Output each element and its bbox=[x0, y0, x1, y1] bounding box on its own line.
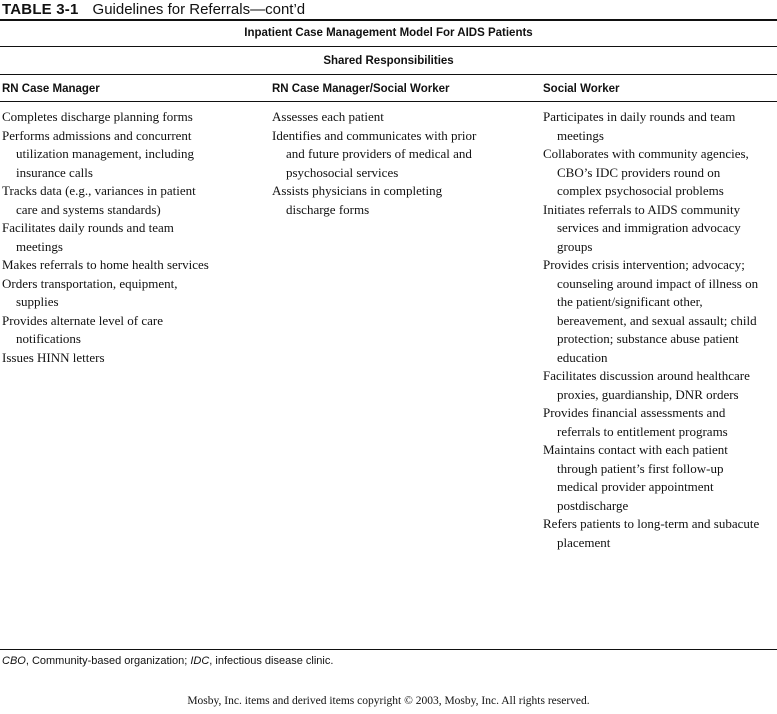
column-header-rule bbox=[0, 101, 777, 102]
list-item: Initiates referrals to AIDS community services and immigration advocacy groups bbox=[543, 201, 741, 254]
list-item: Makes referrals to home health services bbox=[2, 257, 209, 272]
list-item: Collaborates with community agencies, CBO’s IDC providers round on complex psychosocial problems bbox=[543, 146, 749, 198]
column-header-rn-case-manager: RN Case Manager bbox=[2, 83, 100, 95]
list-item: Completes discharge planning forms bbox=[2, 109, 193, 124]
column-header-rn-case-manager-social-worker: RN Case Manager/Social Worker bbox=[272, 83, 450, 95]
list-item: Facilitates daily rounds and team meetings bbox=[2, 220, 174, 254]
list-item: Provides crisis intervention; advocacy; counseling around impact of illness on the patient/significant other, bereavement, and sexual assault; child protection; substance abuse patient education bbox=[543, 257, 759, 365]
heading-rule bbox=[0, 46, 777, 47]
footnote-abbr-cbo: CBO bbox=[2, 655, 26, 667]
table-caption: Guidelines for Referrals—cont’d bbox=[92, 1, 306, 18]
list-item: Assesses each patient bbox=[272, 109, 384, 124]
footnote-def-cbo: , Community-based organization; bbox=[25, 655, 191, 667]
list-item: Participates in daily rounds and team meetings bbox=[543, 109, 736, 143]
bottom-rule bbox=[0, 649, 777, 650]
list-item: Provides financial assessments and referrals to entitlement programs bbox=[543, 405, 728, 439]
table-label: TABLE 3-1 bbox=[2, 1, 79, 18]
footnote-abbr-idc: IDC bbox=[190, 655, 210, 667]
column-header-social-worker: Social Worker bbox=[543, 83, 620, 95]
column-social-worker bbox=[543, 108, 761, 552]
shared-responsibilities-heading: Shared Responsibilities bbox=[323, 55, 454, 67]
list-item: Refers patients to long-term and subacute placement bbox=[543, 516, 760, 550]
list-item: Provides alternate level of care notifications bbox=[2, 312, 163, 346]
top-rule bbox=[0, 19, 777, 21]
column-rn-case-manager bbox=[2, 108, 214, 367]
column-rn-case-manager-social-worker bbox=[272, 108, 486, 219]
table-title bbox=[2, 1, 305, 19]
copyright-notice: Mosby, Inc. items and derived items copyright © 2003, Mosby, Inc. All rights reserved. bbox=[187, 695, 590, 707]
subheading-rule bbox=[0, 74, 777, 75]
list-item: Identifies and communicates with prior and future providers of medical and psychosocial services bbox=[272, 127, 477, 180]
list-item: Maintains contact with each patient through patient’s first follow-up medical provider appointment postdischarge bbox=[543, 442, 728, 513]
table-footnote bbox=[2, 655, 333, 667]
footnote-def-idc: , infectious disease clinic. bbox=[209, 655, 334, 667]
list-item: Performs admissions and concurrent utilization management, including insurance calls bbox=[2, 127, 194, 180]
list-item: Issues HINN letters bbox=[2, 349, 105, 365]
list-item: Assists physicians in completing discharge forms bbox=[272, 183, 443, 217]
list-item: Orders transportation, equipment, supplies bbox=[2, 275, 178, 309]
list-item: Facilitates discussion around healthcare proxies, guardianship, DNR orders bbox=[543, 368, 750, 402]
list-item: Tracks data (e.g., variances in patient care and systems standards) bbox=[2, 183, 196, 217]
table-heading: Inpatient Case Management Model For AIDS Patients bbox=[244, 27, 533, 39]
